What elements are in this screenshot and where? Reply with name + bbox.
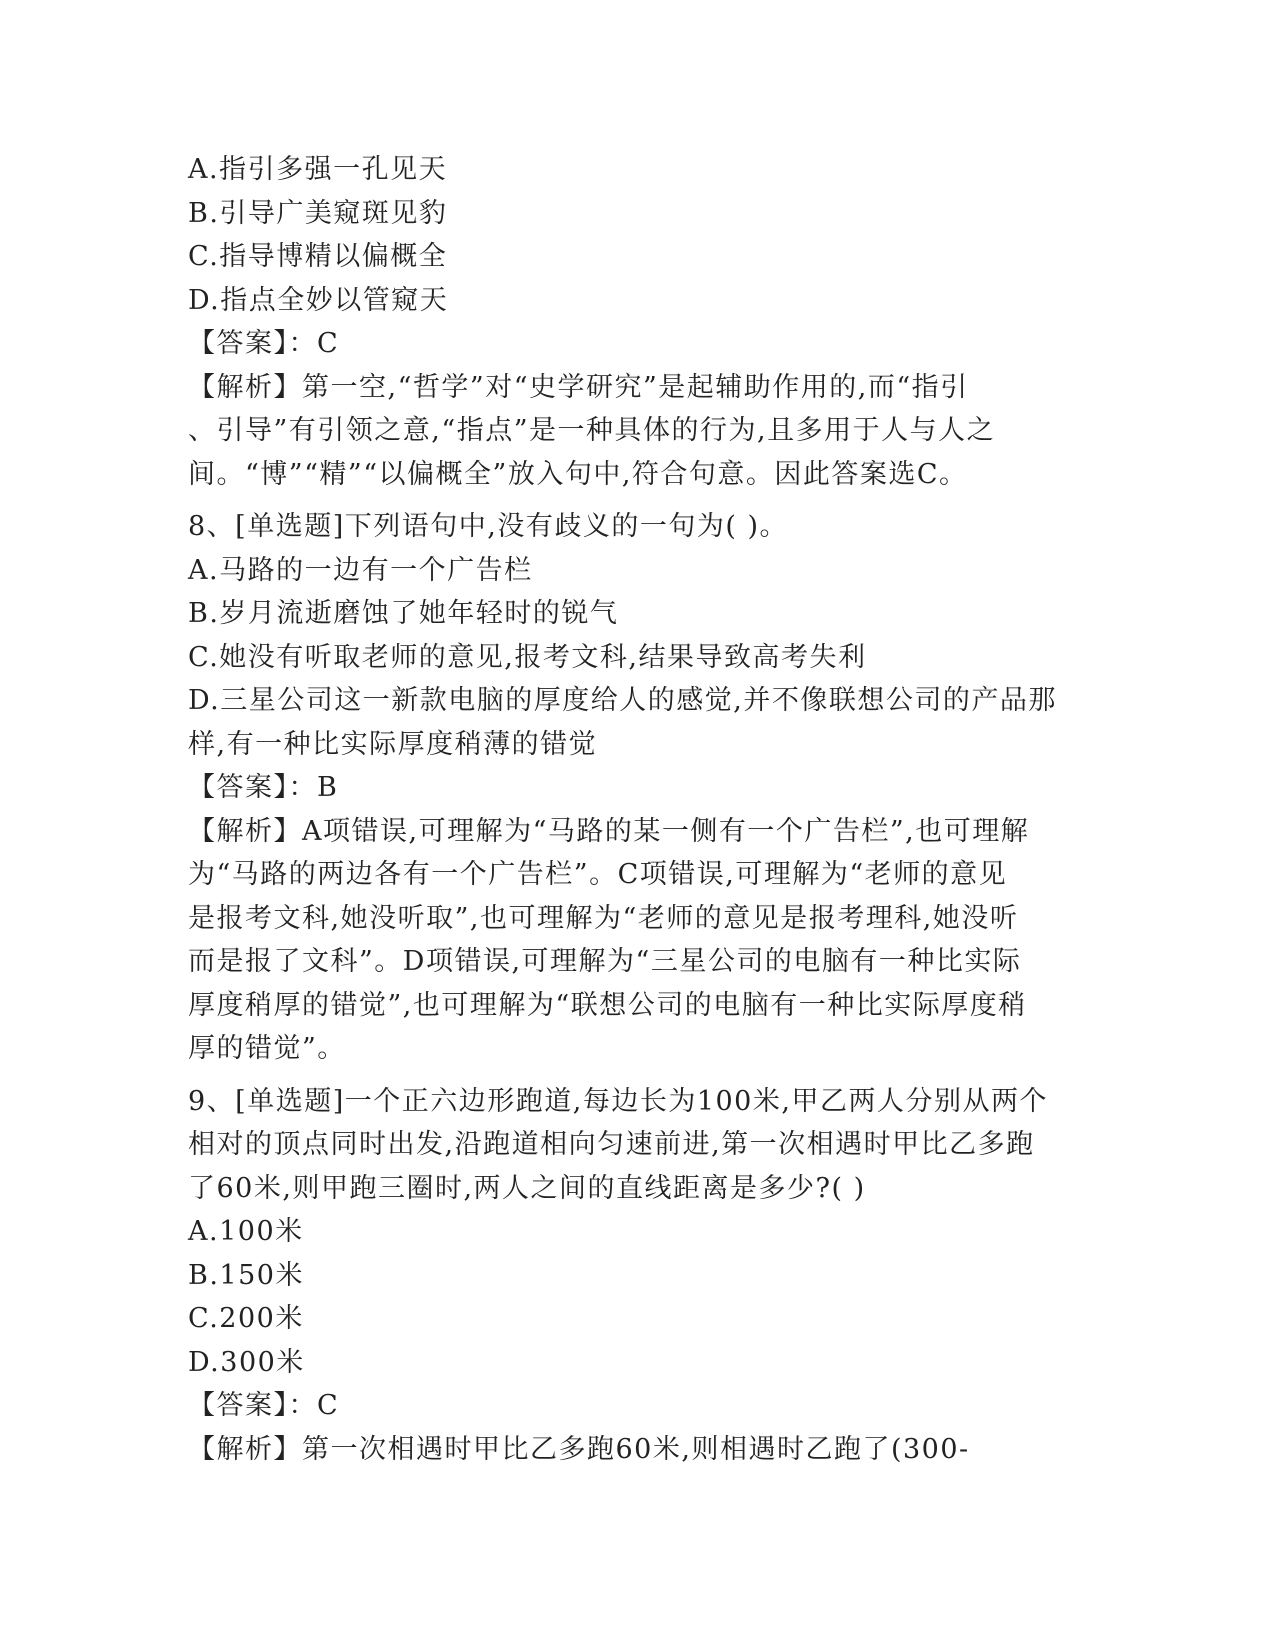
option-b: B.岁月流逝磨蚀了她年轻时的锐气 [188,598,619,629]
option-c: C.指导博精以偏概全 [188,241,448,272]
option-a: A.指引多强一孔见天 [188,154,448,185]
analysis-line: 是报考文科,她没听取”,也可理解为“老师的意见是报考理科,她没听 [188,902,1019,934]
question-9 [188,1080,1088,1472]
option-c: C.她没有听取老师的意见,报考文科,结果导致高考失利 [188,641,867,673]
analysis-line: 间。“博”“精”“以偏概全”放入句中,符合句意。因此答案选C。 [188,458,968,490]
option-b: B.150米 [188,1259,304,1291]
question-7 [188,148,1088,496]
option-d: D.指点全妙以管窥天 [188,284,449,316]
analysis-line: 厚的错觉”。 [188,1033,346,1064]
option-d: D.300米 [188,1346,305,1378]
option-d: D.三星公司这一新款电脑的厚度给人的感觉,并不像联想公司的产品那 [188,685,1057,716]
analysis-line: 【解析】第一空,“哲学”对“史学研究”是起辅助作用的,而“指引 [188,371,969,403]
question-stem: 8、[单选题]下列语句中,没有歧义的一句为( )。 [188,511,788,542]
analysis-line: 而是报了文科”。D项错误,可理解为“三星公司的电脑有一种比实际 [188,946,1022,977]
question-8 [188,505,1088,1071]
answer-line: 【答案】：C [188,1390,340,1421]
answer-line: 【答案】：B [188,772,339,803]
analysis-line: 【解析】第一次相遇时甲比乙多跑60米,则相遇时乙跑了(300- [188,1433,970,1465]
question-stem: 9、[单选题]一个正六边形跑道,每边长为100米,甲乙两人分别从两个 [188,1085,1048,1117]
answer-line: 【答案】：C [188,328,340,359]
analysis-line: 厚度稍厚的错觉”,也可理解为“联想公司的电脑有一种比实际厚度稍 [188,989,1027,1021]
option-c: C.200米 [188,1303,304,1334]
analysis-line: 【解析】A项错误,可理解为“马路的某一侧有一个广告栏”,也可理解 [188,815,1030,847]
analysis-line: 、引导”有引领之意,“指点”是一种具体的行为,且多用于人与人之 [188,415,996,446]
option-a: A.马路的一边有一个广告栏 [188,554,533,586]
question-stem: 了60米,则甲跑三圈时,两人之间的直线距离是多少?( ) [188,1172,866,1204]
analysis-line: 为“马路的两边各有一个广告栏”。C项错误,可理解为“老师的意见 [188,859,1008,890]
document-page [188,148,1088,1471]
option-d-continued: 样,有一种比实际厚度稍薄的错觉 [188,728,598,760]
option-a: A.100米 [188,1216,304,1247]
question-stem: 相对的顶点同时出发,沿跑道相向匀速前进,第一次相遇时甲比乙多跑 [188,1129,1035,1160]
option-b: B.引导广美窥斑见豹 [188,197,448,229]
